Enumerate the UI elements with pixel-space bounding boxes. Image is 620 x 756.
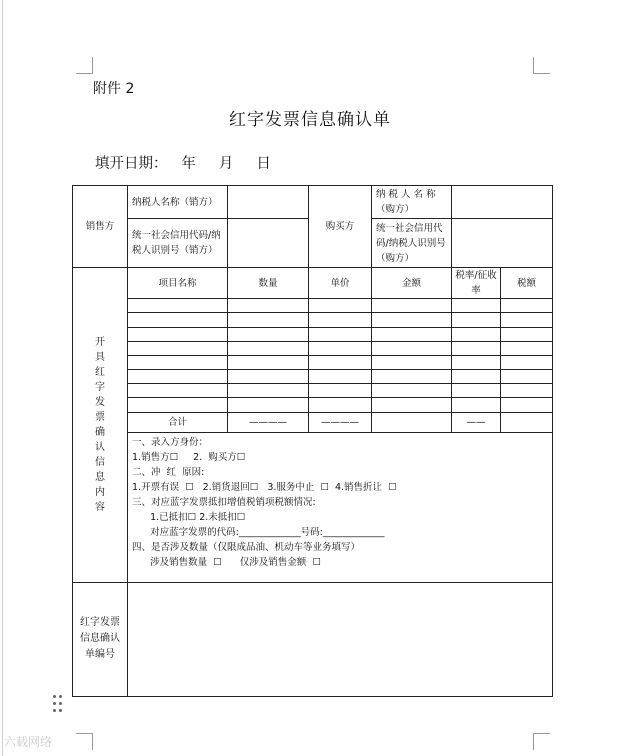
option-line: 四、是否涉及数量（仅限成品油、机动车等业务填写） bbox=[132, 541, 361, 553]
attachment-label: 附件 2 bbox=[93, 81, 135, 97]
fill-date: 填开日期： 年 月 日 bbox=[95, 156, 271, 172]
total-amount[interactable] bbox=[372, 412, 452, 432]
header-quantity: 数量 bbox=[228, 267, 309, 298]
total-rate-dash: —— bbox=[452, 412, 501, 432]
confirm-number-label bbox=[73, 582, 128, 696]
confirm-number-value[interactable] bbox=[128, 582, 553, 696]
header-rate: 税率/征收率 bbox=[452, 267, 501, 298]
total-label: 合计 bbox=[128, 412, 228, 432]
header-tax: 税额 bbox=[501, 267, 553, 298]
watermark: 六载网络 bbox=[4, 735, 53, 749]
option-line: 三、对应蓝字发票抵扣增值税销项税额情况: bbox=[132, 496, 316, 508]
item-row[interactable] bbox=[73, 355, 553, 369]
options-block bbox=[128, 432, 553, 582]
content-label bbox=[73, 267, 128, 582]
option-line[interactable]: 对应蓝字发票的代码:_____________号码:_____________ bbox=[132, 526, 385, 538]
option-line[interactable]: 1.已抵扣☐ 2.未抵扣☐ bbox=[132, 511, 246, 523]
content-label-text: 开具红字发票确认信息内容 bbox=[95, 336, 105, 513]
header-item: 项目名称 bbox=[128, 267, 228, 298]
confirm-number-label-text: 红字发票信息确认单编号 bbox=[80, 617, 120, 661]
item-row[interactable] bbox=[73, 299, 553, 313]
buyer-label: 购买方 bbox=[309, 186, 372, 268]
corner-mark bbox=[76, 733, 93, 750]
corner-mark bbox=[533, 57, 550, 74]
item-row[interactable] bbox=[73, 327, 553, 341]
buyer-code-value[interactable] bbox=[452, 219, 553, 268]
confirmation-form-table bbox=[72, 185, 553, 697]
item-row[interactable] bbox=[73, 341, 553, 355]
total-tax[interactable] bbox=[501, 412, 553, 432]
option-line[interactable]: 1.开票有误 ☐ 2.销货退回☐ 3.服务中止 ☐ 4.销售折让 ☐ bbox=[132, 481, 397, 493]
seller-name-value[interactable] bbox=[228, 186, 309, 219]
buyer-code-label: 统一社会信用代码/纳税人识别号（购方） bbox=[372, 219, 452, 268]
header-amount: 金额 bbox=[372, 267, 452, 298]
option-line[interactable]: 涉及销售数量 ☐ 仅涉及销售金额 ☐ bbox=[132, 556, 321, 568]
item-row[interactable] bbox=[73, 370, 553, 384]
total-quantity-dash: ———— bbox=[228, 412, 309, 432]
item-row[interactable] bbox=[73, 384, 553, 398]
header-price: 单价 bbox=[309, 267, 372, 298]
option-line[interactable]: 1.销售方☐ 2. 购买方☐ bbox=[132, 451, 246, 463]
option-line: 二、冲 红 原因: bbox=[132, 466, 205, 478]
item-row[interactable] bbox=[73, 313, 553, 327]
option-line: 一、录入方身份： bbox=[132, 436, 209, 448]
seller-code-label: 统一社会信用代码/纳税人识别号（销方） bbox=[128, 219, 228, 268]
buyer-name-value[interactable] bbox=[452, 186, 553, 219]
total-price-dash: ———— bbox=[309, 412, 372, 432]
corner-mark bbox=[533, 733, 550, 750]
seller-label: 销售方 bbox=[73, 186, 128, 268]
drag-handle-icon[interactable] bbox=[53, 695, 65, 715]
buyer-name-label: 纳 税 人 名 称（购方） bbox=[372, 186, 452, 219]
corner-mark bbox=[76, 57, 93, 74]
seller-code-value[interactable] bbox=[228, 219, 309, 268]
seller-name-label: 纳税人名称（销方） bbox=[128, 186, 228, 219]
document-title: 红字发票信息确认单 bbox=[229, 110, 391, 130]
item-row[interactable] bbox=[73, 398, 553, 412]
